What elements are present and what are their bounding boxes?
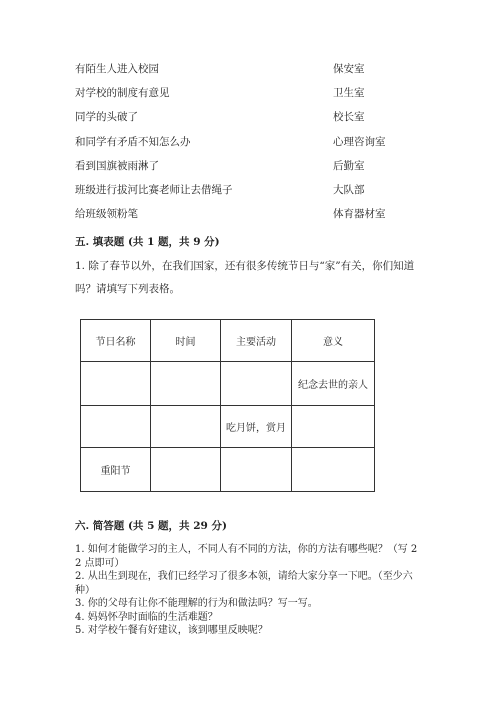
table-cell[interactable]: [151, 362, 221, 406]
matching-right: 心理咨询室: [333, 136, 386, 148]
matching-left: 对学校的制度有意见: [75, 87, 170, 99]
matching-left: 同学的头破了: [75, 111, 138, 123]
section-six-heading: 六. 简答题 (共 5 题，共 29 分): [75, 520, 227, 532]
table-cell[interactable]: [221, 448, 292, 492]
section-five-heading: 五. 填表题 (共 1 题，共 9 分): [75, 236, 220, 248]
matching-left: 给班级领粉笔: [75, 208, 138, 220]
question-line: 种）: [75, 584, 95, 596]
matching-row: [75, 134, 425, 150]
table-cell[interactable]: [221, 362, 292, 406]
question-line: 3. 你的父母有让你不能理解的行为和做法吗？写一写。: [75, 598, 318, 609]
table-header-row: [81, 320, 375, 362]
matching-right: 保安室: [333, 63, 365, 75]
table-cell[interactable]: [81, 406, 151, 448]
matching-row: [75, 206, 425, 222]
question-line: 吗？请填写下列表格。: [75, 283, 180, 295]
table-header-cell: 节日名称: [81, 320, 151, 362]
table-row: [81, 362, 375, 406]
question-line: 4. 妈妈怀孕时面临的生活难题？: [75, 611, 218, 623]
festival-table: [80, 319, 375, 492]
question-line: 2 点即可）: [75, 557, 125, 569]
table-header-cell: 主要活动: [221, 320, 292, 362]
matching-row: [75, 85, 425, 101]
question-line: 5. 对学校午餐有好建议，该到哪里反映呢？: [75, 625, 268, 636]
table-row: [81, 448, 375, 492]
question-fill-table: [75, 255, 425, 301]
table-cell[interactable]: [81, 362, 151, 406]
table-cell[interactable]: [292, 406, 375, 448]
matching-right: 大队部: [333, 184, 365, 196]
question-line: 1. 除了春节以外，在我们国家，还有很多传统节日与“家”有关，你们知道: [75, 260, 415, 272]
question-line: 1. 如何才能做学习的主人，不同人有不同的方法，你的方法有哪些呢？（写 2: [75, 544, 418, 555]
matching-left: 班级进行拔河比赛老师让去借绳子: [75, 184, 233, 196]
matching-right: 体育器材室: [333, 208, 386, 220]
matching-row: [75, 182, 425, 198]
table-cell: 纪念去世的亲人: [292, 362, 375, 406]
table-header-cell: 时间: [151, 320, 221, 362]
matching-right: 校长室: [333, 111, 365, 123]
matching-right: 卫生室: [333, 87, 365, 99]
matching-row: [75, 158, 425, 174]
table-row: [81, 406, 375, 448]
matching-left: 有陌生人进入校园: [75, 63, 159, 75]
table-cell: 吃月饼，赏月: [221, 406, 292, 448]
table-header-cell: 意义: [292, 320, 375, 362]
table-cell[interactable]: [292, 448, 375, 492]
table-cell[interactable]: [151, 406, 221, 448]
matching-left: 和同学有矛盾不知怎么办: [75, 136, 191, 148]
matching-left: 看到国旗被雨淋了: [75, 160, 159, 172]
matching-row: [75, 61, 425, 77]
table-cell: 重阳节: [81, 448, 151, 492]
table-cell[interactable]: [151, 448, 221, 492]
matching-right: 后勤室: [333, 160, 365, 172]
matching-row: [75, 109, 425, 125]
question-line: 2. 从出生到现在，我们已经学习了很多本领，请给大家分享一下吧。（至少六: [75, 571, 413, 582]
short-answer-questions: [75, 543, 435, 638]
